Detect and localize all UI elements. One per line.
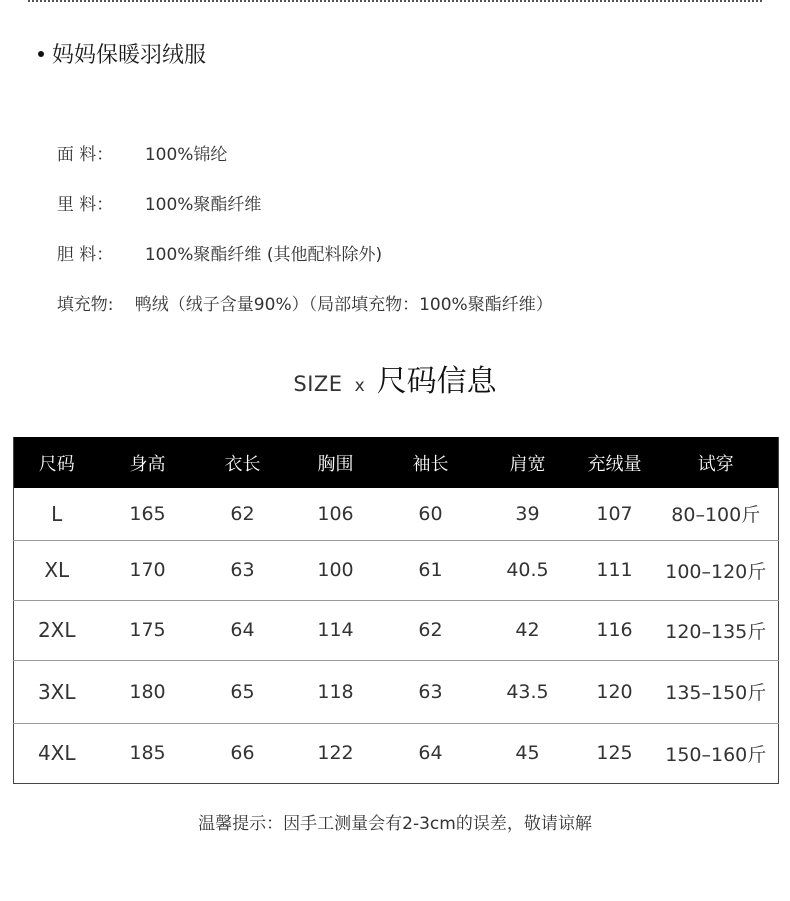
cell-size: 3XL [37, 679, 76, 704]
product-title-text: 妈妈保暖羽绒服 [52, 43, 207, 68]
cell-size: L [51, 501, 63, 526]
header-height: 身高 [129, 453, 166, 475]
cell-size: 4XL [37, 741, 76, 765]
spec-label: 胆 料： [56, 245, 114, 265]
cell-size: XL [44, 558, 70, 582]
cell-height: 165 [129, 502, 166, 525]
cell-bust: 118 [317, 680, 354, 703]
size-info-heading [0, 356, 790, 400]
cell-fit-weight: 120–135斤 [665, 620, 767, 643]
spec-label: 里 料： [56, 195, 114, 215]
cell-shoulder: 39 [515, 502, 540, 525]
cell-sleeve: 60 [418, 502, 443, 525]
header-fit-weight: 试穿 [697, 453, 734, 475]
cell-length: 64 [230, 619, 255, 641]
cell-sleeve: 64 [418, 742, 443, 764]
cell-height: 180 [129, 680, 166, 703]
cell-length: 65 [230, 680, 255, 703]
cell-down-fill: 116 [596, 619, 633, 641]
cell-length: 62 [230, 502, 255, 525]
cell-height: 175 [129, 619, 166, 641]
cell-down-fill: 111 [596, 559, 633, 581]
cell-bust: 100 [317, 559, 354, 581]
cell-down-fill: 120 [596, 680, 633, 703]
header-shoulder: 肩宽 [509, 453, 546, 475]
spec-value: 100%聚酯纤维 [144, 195, 262, 215]
cell-size: 2XL [37, 618, 76, 642]
header-bust: 胸围 [317, 453, 354, 475]
cell-shoulder: 42 [515, 619, 540, 641]
cell-height: 185 [129, 742, 166, 764]
table-row [14, 488, 779, 540]
header-sleeve: 袖长 [412, 453, 449, 475]
header-size: 尺码 [38, 453, 75, 475]
table-row [14, 660, 779, 723]
cell-sleeve: 63 [418, 680, 443, 703]
cell-down-fill: 125 [596, 742, 633, 764]
cell-shoulder: 45 [515, 742, 540, 764]
cell-down-fill: 107 [596, 502, 633, 525]
header-down-fill: 充绒量 [587, 453, 642, 475]
cell-shoulder: 43.5 [506, 680, 549, 703]
spec-shell-fabric [46, 120, 227, 165]
spec-filling [46, 270, 553, 315]
cell-bust: 114 [317, 619, 354, 641]
cell-height: 170 [129, 559, 166, 581]
spec-inner-bladder [46, 220, 382, 265]
cell-length: 66 [230, 742, 255, 764]
table-row [14, 723, 779, 783]
spec-label: 填充物: [56, 295, 114, 315]
table-row [14, 540, 779, 600]
cell-sleeve: 62 [418, 619, 443, 641]
size-table [13, 437, 779, 784]
cell-bust: 122 [317, 742, 354, 764]
heading-cn: 尺码信息 [376, 364, 497, 399]
spec-lining [46, 170, 261, 215]
header-length: 衣长 [224, 453, 261, 475]
heading-separator: x [354, 376, 365, 396]
cell-bust: 106 [317, 502, 354, 525]
spec-value: 鸭绒（绒子含量90%）（局部填充物：100%聚酯纤维） [134, 295, 553, 315]
cell-fit-weight: 80–100斤 [671, 504, 761, 527]
measurement-note: 温馨提示：因手工测量会有2-3cm的误差，敬请谅解 [198, 814, 592, 834]
cell-fit-weight: 135–150斤 [665, 682, 767, 704]
top-divider [28, 0, 762, 2]
product-title [38, 38, 206, 69]
cell-shoulder: 40.5 [506, 559, 549, 581]
cell-fit-weight: 100–120斤 [665, 560, 767, 583]
table-header-row [14, 437, 779, 488]
spec-label: 面 料： [56, 145, 114, 165]
table-row [14, 600, 779, 660]
cell-fit-weight: 150–160斤 [665, 743, 767, 766]
spec-value: 100%锦纶 [144, 145, 228, 165]
cell-length: 63 [230, 559, 255, 581]
cell-sleeve: 61 [418, 559, 443, 581]
heading-en: SIZE [293, 372, 343, 396]
spec-value: 100%聚酯纤维 (其他配料除外) [144, 245, 383, 265]
bullet-dot-icon [38, 51, 44, 57]
